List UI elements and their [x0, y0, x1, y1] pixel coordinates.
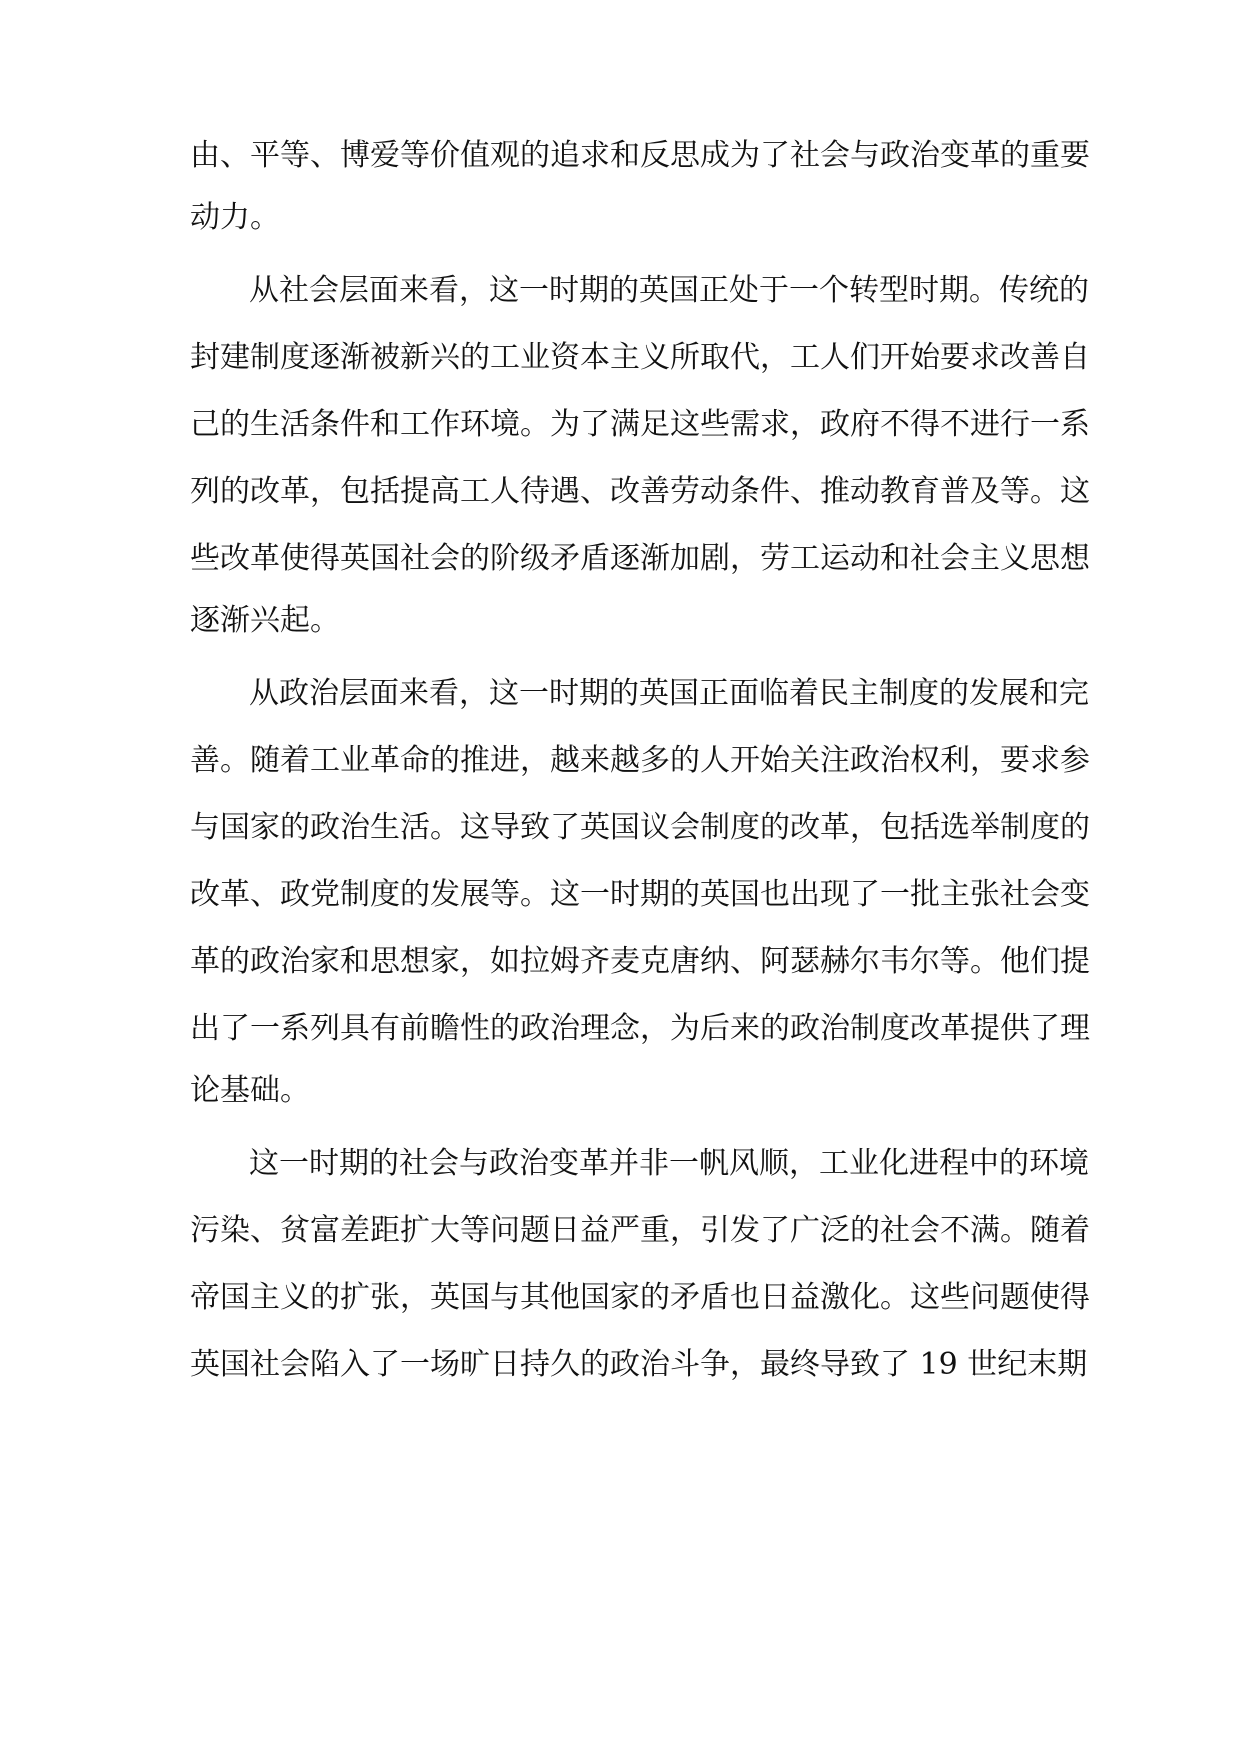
text-line: 善。随着工业革命的推进，越来越多的人开始关注政治权利，要求参 [190, 743, 1090, 778]
text-line: 改革、政党制度的发展等。这一时期的英国也出现了一批主张社会变 [190, 877, 1090, 912]
paragraph-first-line: 从政治层面来看，这一时期的英国正面临着民主制度的发展和完 [249, 676, 1089, 711]
text-line: 与国家的政治生活。这导致了英国议会制度的改革，包括选举制度的 [190, 810, 1090, 845]
text-line: 由、平等、博爱等价值观的追求和反思成为了社会与政治变革的重要 [190, 138, 1090, 173]
text-line: 己的生活条件和工作环境。为了满足这些需求，政府不得不进行一系 [190, 407, 1090, 442]
text-line: 帝国主义的扩张，英国与其他国家的矛盾也日益激化。这些问题使得 [190, 1280, 1090, 1315]
text-line: 论基础。 [190, 1073, 310, 1108]
paragraph-first-line: 这一时期的社会与政治变革并非一帆风顺，工业化进程中的环境 [249, 1146, 1089, 1181]
text-line: 出了一系列具有前瞻性的政治理念，为后来的政治制度改革提供了理 [190, 1011, 1090, 1046]
paragraph-first-line: 从社会层面来看，这一时期的英国正处于一个转型时期。传统的 [249, 273, 1089, 308]
text-line: 些改革使得英国社会的阶级矛盾逐渐加剧，劳工运动和社会主义思想 [190, 541, 1090, 576]
text-line: 列的改革，包括提高工人待遇、改善劳动条件、推动教育普及等。这 [190, 474, 1090, 509]
text-line: 动力。 [190, 200, 280, 235]
text-line: 英国社会陷入了一场旷日持久的政治斗争，最终导致了 19 世纪末期 [190, 1347, 1088, 1382]
text-line: 逐渐兴起。 [190, 603, 340, 638]
text-line: 污染、贫富差距扩大等问题日益严重，引发了广泛的社会不满。随着 [190, 1213, 1090, 1248]
text-line: 封建制度逐渐被新兴的工业资本主义所取代，工人们开始要求改善自 [190, 340, 1090, 375]
text-line: 革的政治家和思想家，如拉姆齐麦克唐纳、阿瑟赫尔韦尔等。他们提 [190, 944, 1090, 979]
